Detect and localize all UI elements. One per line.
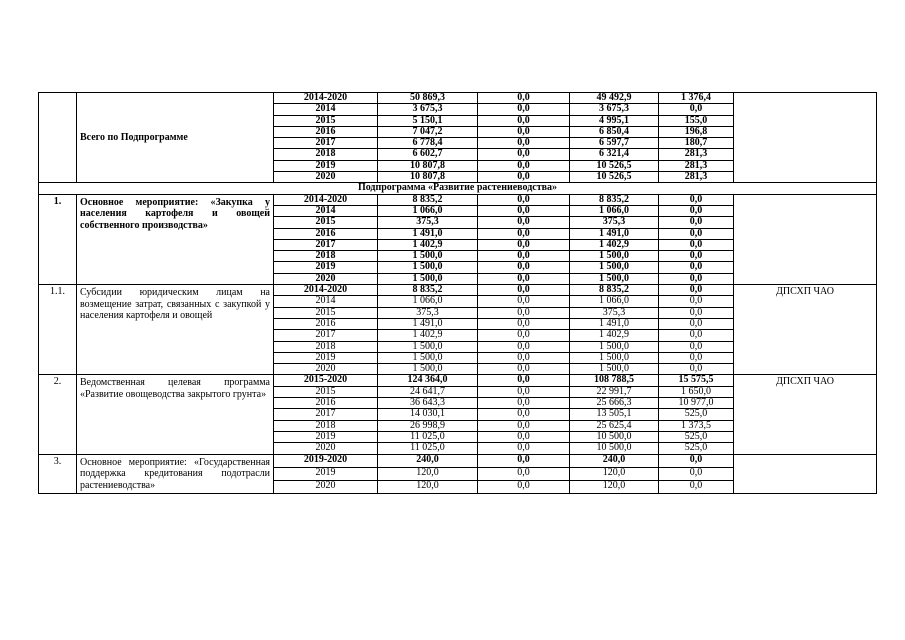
table-row [39,194,877,205]
federal-cell: 0,0 [478,318,570,329]
year-cell: 2017 [274,330,378,341]
activity-description: Субсидии юридическим лицам на возмещение затрат, связанных с закупкой у населения картофеля и овощей [77,285,274,375]
regional-cell: 22 991,7 [570,386,659,397]
federal-cell: 0,0 [478,194,570,205]
year-cell: 2015 [274,115,378,126]
federal-cell: 0,0 [478,115,570,126]
federal-cell: 0,0 [478,285,570,296]
regional-cell: 10 500,0 [570,431,659,442]
total-cell: 1 066,0 [378,296,478,307]
total-cell: 375,3 [378,307,478,318]
year-cell: 2018 [274,251,378,262]
other-cell: 180,7 [659,138,734,149]
regional-cell: 10 500,0 [570,443,659,454]
total-cell: 14 030,1 [378,409,478,420]
year-cell: 2018 [274,149,378,160]
row-number-cell: 1.1. [39,285,77,375]
other-cell: 0,0 [659,296,734,307]
regional-cell: 1 500,0 [570,251,659,262]
budget-table [38,92,877,494]
regional-cell: 1 066,0 [570,296,659,307]
total-cell: 24 641,7 [378,386,478,397]
activity-description: Ведомственная целевая программа «Развитие овощеводства закрытого грунта» [77,375,274,454]
total-cell: 6 778,4 [378,138,478,149]
total-cell: 1 402,9 [378,330,478,341]
total-cell: 1 500,0 [378,273,478,284]
federal-cell: 0,0 [478,93,570,104]
executor-cell [734,454,877,494]
regional-cell: 1 402,9 [570,330,659,341]
regional-cell: 120,0 [570,480,659,493]
total-cell: 1 500,0 [378,251,478,262]
other-cell: 281,3 [659,160,734,171]
regional-cell: 375,3 [570,307,659,318]
total-cell: 124 364,0 [378,375,478,386]
total-cell: 6 602,7 [378,149,478,160]
year-cell: 2019 [274,352,378,363]
total-cell: 120,0 [378,467,478,480]
federal-cell: 0,0 [478,454,570,467]
federal-cell: 0,0 [478,228,570,239]
other-cell: 0,0 [659,352,734,363]
regional-cell: 1 491,0 [570,228,659,239]
year-cell: 2017 [274,138,378,149]
regional-cell: 1 500,0 [570,341,659,352]
year-cell: 2014 [274,104,378,115]
other-cell: 10 977,0 [659,398,734,409]
federal-cell: 0,0 [478,398,570,409]
year-cell: 2014-2020 [274,285,378,296]
federal-cell: 0,0 [478,480,570,493]
total-cell: 1 491,0 [378,318,478,329]
other-cell: 0,0 [659,194,734,205]
other-cell: 0,0 [659,318,734,329]
federal-cell: 0,0 [478,330,570,341]
federal-cell: 0,0 [478,104,570,115]
total-cell: 7 047,2 [378,126,478,137]
total-cell: 11 025,0 [378,431,478,442]
total-cell: 1 500,0 [378,341,478,352]
total-cell: 8 835,2 [378,194,478,205]
year-cell: 2020 [274,364,378,375]
regional-cell: 8 835,2 [570,194,659,205]
federal-cell: 0,0 [478,431,570,442]
activity-description: Основное мероприятие: «Государственная поддержка кредитования подотрасли растениеводства» [77,454,274,494]
other-cell: 281,3 [659,172,734,183]
total-cell: 1 500,0 [378,262,478,273]
year-cell: 2019 [274,467,378,480]
section-row [39,183,877,194]
total-cell: 26 998,9 [378,420,478,431]
table-body [39,93,877,494]
federal-cell: 0,0 [478,251,570,262]
total-cell: 5 150,1 [378,115,478,126]
regional-cell: 1 500,0 [570,364,659,375]
other-cell: 281,3 [659,149,734,160]
regional-cell: 8 835,2 [570,285,659,296]
row-number-cell: 1. [39,194,77,284]
summary-label: Всего по Подпрограмме [77,93,274,183]
other-cell: 0,0 [659,104,734,115]
total-cell: 120,0 [378,480,478,493]
regional-cell: 120,0 [570,467,659,480]
federal-cell: 0,0 [478,239,570,250]
year-cell: 2017 [274,409,378,420]
federal-cell: 0,0 [478,307,570,318]
regional-cell: 108 788,5 [570,375,659,386]
year-cell: 2020 [274,443,378,454]
other-cell: 0,0 [659,205,734,216]
regional-cell: 25 666,3 [570,398,659,409]
other-cell: 1 376,4 [659,93,734,104]
other-cell: 0,0 [659,262,734,273]
regional-cell: 1 500,0 [570,273,659,284]
federal-cell: 0,0 [478,149,570,160]
year-cell: 2019-2020 [274,454,378,467]
subprogram-title: Подпрограмма «Развитие растениеводства» [39,183,877,194]
year-cell: 2017 [274,239,378,250]
total-cell: 1 500,0 [378,352,478,363]
regional-cell: 13 505,1 [570,409,659,420]
federal-cell: 0,0 [478,217,570,228]
total-cell: 11 025,0 [378,443,478,454]
regional-cell: 10 526,5 [570,160,659,171]
total-cell: 3 675,3 [378,104,478,115]
row-number-cell: 3. [39,454,77,494]
year-cell: 2014-2020 [274,93,378,104]
other-cell: 0,0 [659,228,734,239]
other-cell: 0,0 [659,285,734,296]
federal-cell: 0,0 [478,126,570,137]
year-cell: 2014 [274,296,378,307]
other-cell: 525,0 [659,409,734,420]
year-cell: 2019 [274,262,378,273]
year-cell: 2019 [274,160,378,171]
regional-cell: 1 402,9 [570,239,659,250]
year-cell: 2014-2020 [274,194,378,205]
total-cell: 10 807,8 [378,172,478,183]
federal-cell: 0,0 [478,352,570,363]
year-cell: 2019 [274,431,378,442]
federal-cell: 0,0 [478,420,570,431]
year-cell: 2018 [274,341,378,352]
year-cell: 2015-2020 [274,375,378,386]
year-cell: 2014 [274,205,378,216]
executor-cell: ДПСХП ЧАО [734,285,877,375]
activity-description: Основное мероприятие: «Закупка у населения картофеля и овощей собственного производства» [77,194,274,284]
other-cell: 0,0 [659,364,734,375]
other-cell: 0,0 [659,480,734,493]
year-cell: 2015 [274,386,378,397]
executor-cell: ДПСХП ЧАО [734,375,877,454]
federal-cell: 0,0 [478,443,570,454]
federal-cell: 0,0 [478,409,570,420]
year-cell: 2016 [274,318,378,329]
other-cell: 0,0 [659,454,734,467]
federal-cell: 0,0 [478,364,570,375]
regional-cell: 1 500,0 [570,262,659,273]
regional-cell: 49 492,9 [570,93,659,104]
federal-cell: 0,0 [478,296,570,307]
table-row [39,93,877,104]
regional-cell: 6 597,7 [570,138,659,149]
total-cell: 1 066,0 [378,205,478,216]
row-number-cell [39,93,77,183]
other-cell: 0,0 [659,341,734,352]
regional-cell: 1 491,0 [570,318,659,329]
year-cell: 2020 [274,480,378,493]
year-cell: 2016 [274,398,378,409]
other-cell: 525,0 [659,431,734,442]
federal-cell: 0,0 [478,138,570,149]
other-cell: 0,0 [659,251,734,262]
other-cell: 0,0 [659,217,734,228]
table-row [39,454,877,467]
total-cell: 36 643,3 [378,398,478,409]
other-cell: 0,0 [659,307,734,318]
row-number-cell: 2. [39,375,77,454]
year-cell: 2020 [274,273,378,284]
year-cell: 2015 [274,217,378,228]
other-cell: 155,0 [659,115,734,126]
other-cell: 1 373,5 [659,420,734,431]
federal-cell: 0,0 [478,467,570,480]
federal-cell: 0,0 [478,386,570,397]
federal-cell: 0,0 [478,160,570,171]
regional-cell: 10 526,5 [570,172,659,183]
other-cell: 0,0 [659,239,734,250]
total-cell: 240,0 [378,454,478,467]
federal-cell: 0,0 [478,205,570,216]
regional-cell: 240,0 [570,454,659,467]
regional-cell: 25 625,4 [570,420,659,431]
total-cell: 375,3 [378,217,478,228]
total-cell: 1 491,0 [378,228,478,239]
executor-cell [734,93,877,183]
regional-cell: 4 995,1 [570,115,659,126]
regional-cell: 1 500,0 [570,352,659,363]
other-cell: 0,0 [659,467,734,480]
table-row [39,285,877,296]
year-cell: 2015 [274,307,378,318]
total-cell: 1 500,0 [378,364,478,375]
regional-cell: 6 321,4 [570,149,659,160]
federal-cell: 0,0 [478,273,570,284]
other-cell: 0,0 [659,273,734,284]
regional-cell: 375,3 [570,217,659,228]
federal-cell: 0,0 [478,262,570,273]
other-cell: 1 650,0 [659,386,734,397]
year-cell: 2020 [274,172,378,183]
regional-cell: 1 066,0 [570,205,659,216]
federal-cell: 0,0 [478,375,570,386]
year-cell: 2016 [274,228,378,239]
other-cell: 15 575,5 [659,375,734,386]
year-cell: 2016 [274,126,378,137]
total-cell: 8 835,2 [378,285,478,296]
federal-cell: 0,0 [478,172,570,183]
federal-cell: 0,0 [478,341,570,352]
total-cell: 50 869,3 [378,93,478,104]
regional-cell: 3 675,3 [570,104,659,115]
year-cell: 2018 [274,420,378,431]
table-row [39,375,877,386]
other-cell: 196,8 [659,126,734,137]
total-cell: 10 807,8 [378,160,478,171]
other-cell: 525,0 [659,443,734,454]
total-cell: 1 402,9 [378,239,478,250]
regional-cell: 6 850,4 [570,126,659,137]
executor-cell [734,194,877,284]
other-cell: 0,0 [659,330,734,341]
